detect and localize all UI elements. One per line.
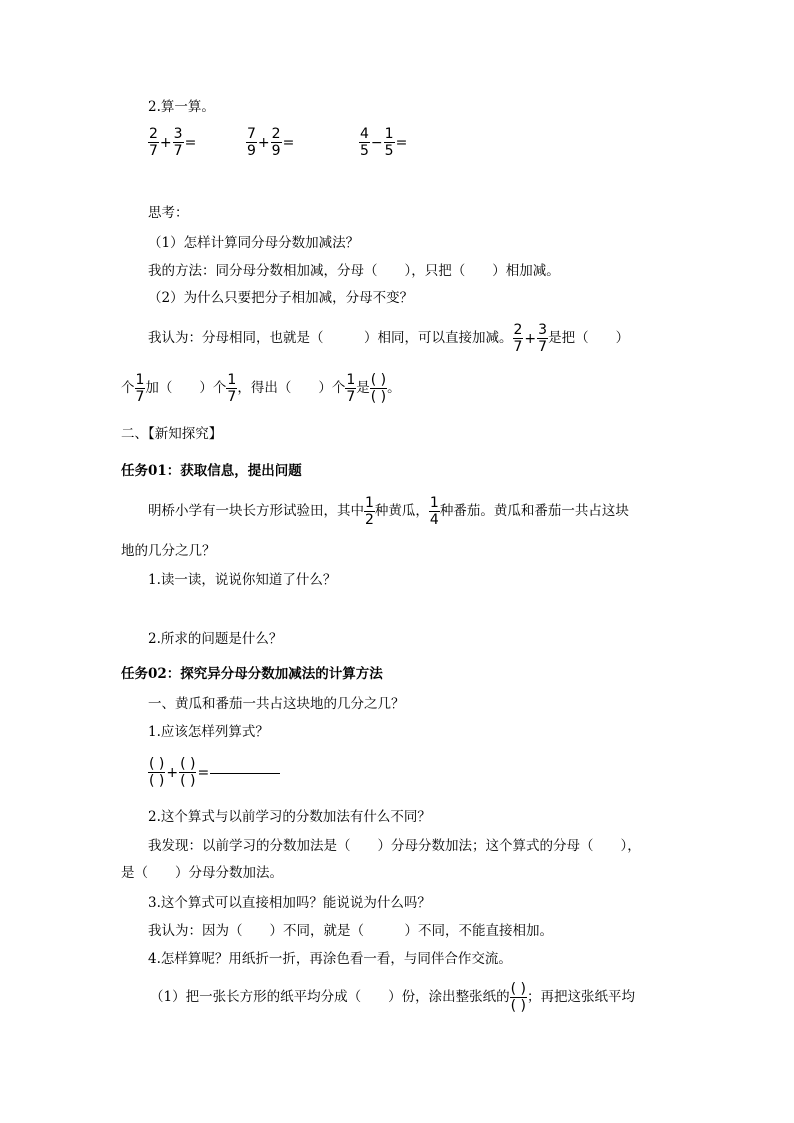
fraction: $\frac{1}{7}$ [227, 372, 237, 405]
step-1: 1.应该怎样列算式？ [148, 724, 269, 740]
step-4: 4.怎样算呢？用纸折一折，再涂色看一看，与同伴合作交流。 [148, 951, 512, 967]
fraction-blank: ( ) ( ) [149, 756, 165, 789]
found-line-2: 是（ ）分母分数加法。 [121, 865, 283, 881]
sub-question-1: 一、黄瓜和番茄一共占这块地的几分之几？ [148, 696, 405, 712]
ask-question: 2.所求的问题是什么？ [148, 631, 283, 647]
fraction: $\frac{3}{7}$ [173, 126, 183, 159]
q2-expr-2: $\frac{7}{9}$ + $\frac{2}{9}$ = [247, 126, 295, 159]
problem-text-cont: 地的几分之几？ [121, 543, 216, 559]
think-q2: （2）为什么只要把分子相加减，分母不变？ [148, 290, 414, 306]
think-method: 我的方法：同分母分数相加减，分母（ ），只把（ ）相加减。 [148, 263, 560, 279]
fraction: $\frac{7}{9}$ [247, 126, 256, 159]
answer-blank [210, 772, 280, 774]
task2-heading: 任务02：探究异分母分数加减法的计算方法 [121, 666, 383, 682]
fraction: $\frac{1}{5}$ [384, 126, 394, 159]
fold-instruction: （1）把一张长方形的纸平均分成（ ）份，涂出整张纸的 ( ) ( ) ；再把这张纸平均 [150, 981, 635, 1014]
task1-heading: 任务01：获取信息，提出问题 [121, 463, 302, 479]
step-3: 3.这个算式可以直接相加吗？能说说为什么吗？ [148, 895, 431, 911]
section-heading: 二、【新知探究】 [121, 426, 223, 442]
problem-text: 明桥小学有一块长方形试验田，其中 $\frac{1}{2}$ 种黄瓜， $\frac{1}{4}$ 种番茄。黄瓜和番茄一共占这块 [148, 495, 629, 528]
q2-expr-1: $\frac{2}{7}$ + $\frac{3}{7}$ = [149, 126, 197, 159]
fraction-blank: ( ) ( ) [370, 372, 387, 405]
fraction: $\frac{4}{5}$ [360, 126, 369, 159]
think-label: 思考： [148, 205, 189, 221]
think-q1: （1）怎样计算同分母分数加减法？ [148, 235, 360, 251]
think-reason-cont: 个 $\frac{1}{7}$ 加（ ）个 $\frac{1}{7}$ ，得出（ ）个 $\frac{1}{7}$ 是 ( ) ( ) 。 [121, 372, 401, 405]
read-question: 1.读一读，说说你知道了什么？ [148, 572, 337, 588]
found-line-1: 我发现：以前学习的分数加法是（ ）分母分数加法；这个算式的分母（ ）， [148, 838, 641, 854]
fraction-blank: ( ) ( ) [180, 756, 196, 789]
fraction: $\frac{1}{2}$ [365, 495, 374, 528]
fraction: $\frac{1}{7}$ [346, 372, 356, 405]
fraction: $\frac{1}{7}$ [135, 372, 145, 405]
equation-template: ( ) ( ) + ( ) ( ) = [148, 756, 280, 789]
fraction: $\frac{3}{7}$ [538, 322, 548, 355]
fraction-blank: ( ) ( ) [510, 981, 526, 1014]
fraction: $\frac{2}{9}$ [271, 126, 281, 159]
fraction: $\frac{1}{4}$ [429, 495, 439, 528]
step-2: 2.这个算式与以前学习的分数加法有什么不同？ [148, 809, 431, 825]
q2-title: 2.算一算。 [148, 99, 215, 115]
q2-expr-3: $\frac{4}{5}$ − $\frac{1}{5}$ = [360, 126, 408, 159]
think-3: 我认为：因为（ ）不同，就是（ ）不同，不能直接相加。 [148, 923, 553, 939]
fraction: $\frac{2}{7}$ [149, 126, 158, 159]
fraction: $\frac{2}{7}$ [513, 322, 523, 355]
think-reason: 我认为：分母相同，也就是（ ）相同，可以直接加减。 $\frac{2}{7}$ + $\frac{3}{7}$ 是把（ ） [148, 322, 630, 355]
